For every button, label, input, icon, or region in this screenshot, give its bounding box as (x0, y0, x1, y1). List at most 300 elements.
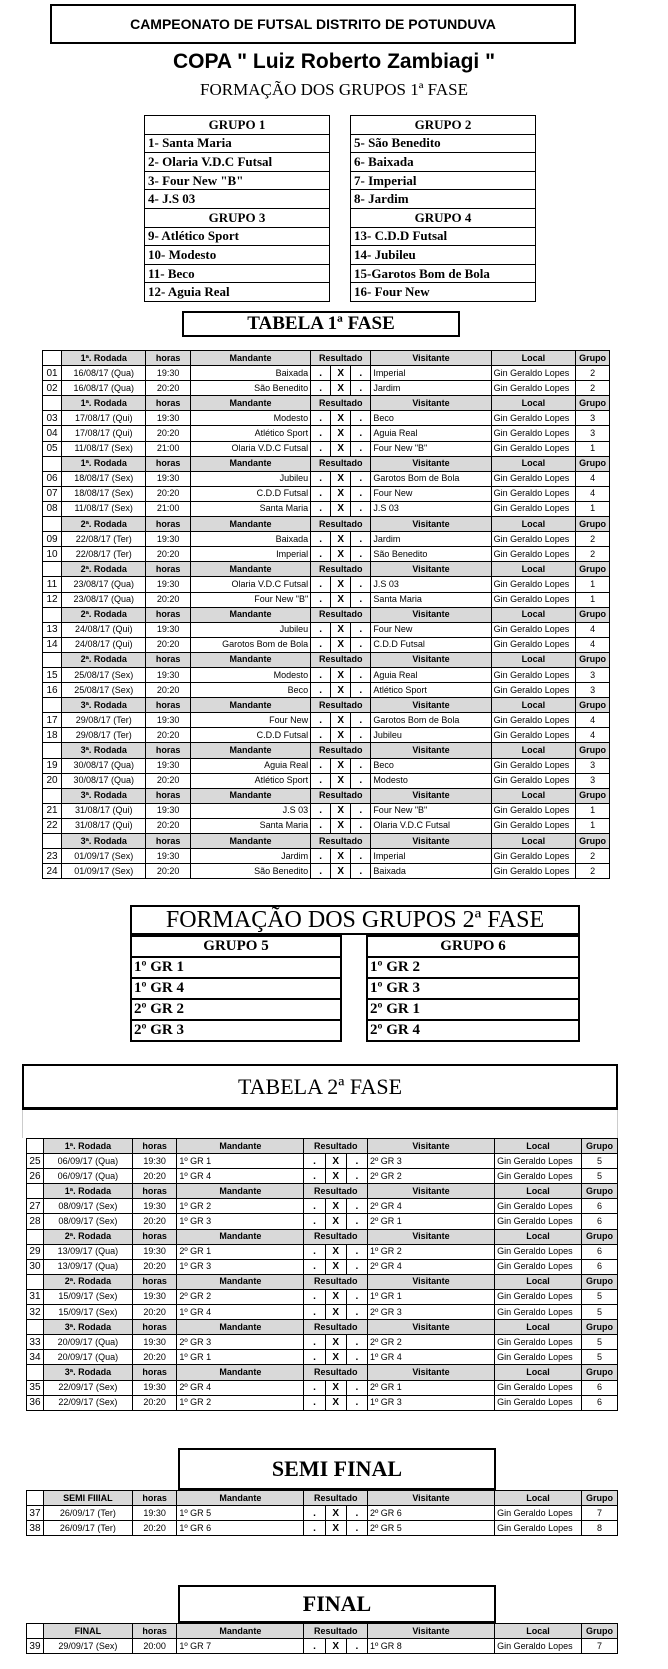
game-time: 19:30 (146, 758, 190, 773)
game-away-team: 1º GR 1 (367, 1289, 494, 1304)
semifinal-table (26, 1490, 618, 1536)
game-local: Gin Geraldo Lopes (495, 1244, 582, 1259)
header-mandante: Mandante (190, 456, 310, 471)
score-separator: X (325, 1305, 346, 1320)
header-blank (43, 698, 62, 713)
game-group: 5 (581, 1289, 617, 1304)
game-away-team: Modesto (371, 773, 491, 788)
game-group: 1 (576, 803, 610, 818)
game-date: 18/08/17 (Sex) (62, 471, 146, 486)
game-number: 13 (43, 622, 62, 637)
group-team: 14- Jubileu (351, 246, 536, 265)
game-date: 30/08/17 (Qua) (62, 758, 146, 773)
header-rodada: 3ª. Rodada (62, 834, 146, 849)
game-row (27, 1259, 618, 1274)
score-separator: X (331, 864, 351, 879)
game-row (43, 426, 610, 441)
header-visitante: Visitante (371, 788, 491, 803)
game-time: 20:20 (146, 818, 190, 833)
header-grupo: Grupo (581, 1365, 617, 1380)
header-visitante: Visitante (367, 1184, 494, 1199)
game-home-team: Four New (190, 713, 310, 728)
group6-table (366, 935, 580, 1042)
header-local: Local (491, 743, 575, 758)
game-group: 4 (576, 713, 610, 728)
game-group: 6 (581, 1259, 617, 1274)
score-separator: X (331, 486, 351, 501)
header-resultado: Resultado (304, 1320, 368, 1335)
game-group: 2 (576, 864, 610, 879)
game-home-team: Santa Maria (190, 501, 310, 516)
home-score: . (304, 1154, 325, 1169)
game-time: 20:20 (146, 426, 190, 441)
game-row (27, 1395, 618, 1410)
game-local: Gin Geraldo Lopes (491, 592, 575, 607)
game-time: 20:20 (132, 1305, 176, 1320)
header-mandante: Mandante (177, 1320, 304, 1335)
away-score: . (351, 849, 371, 864)
header-resultado: Resultado (311, 788, 371, 803)
header-horas: horas (132, 1491, 176, 1506)
away-score: . (351, 683, 371, 698)
header-resultado: Resultado (304, 1229, 368, 1244)
score-separator: X (325, 1380, 346, 1395)
header-grupo: Grupo (576, 607, 610, 622)
game-away-team: Jubileu (371, 728, 491, 743)
game-date: 13/09/17 (Qua) (43, 1259, 132, 1274)
game-home-team: São Benedito (190, 864, 310, 879)
header-grupo: Grupo (576, 517, 610, 532)
game-date: 17/08/17 (Qui) (62, 426, 146, 441)
home-score: . (311, 577, 331, 592)
game-group: 3 (576, 758, 610, 773)
game-date: 22/09/17 (Sex) (43, 1395, 132, 1410)
home-score: . (304, 1506, 325, 1521)
game-number: 07 (43, 486, 62, 501)
game-number: 37 (27, 1506, 44, 1521)
home-score: . (311, 818, 331, 833)
game-home-team: 1º GR 1 (177, 1350, 304, 1365)
game-time: 21:00 (146, 441, 190, 456)
header-grupo: Grupo (576, 562, 610, 577)
header-resultado: Resultado (311, 517, 371, 532)
game-date: 26/09/17 (Ter) (43, 1506, 132, 1521)
header-resultado: Resultado (311, 396, 371, 411)
game-local: Gin Geraldo Lopes (491, 486, 575, 501)
game-date: 30/08/17 (Qua) (62, 773, 146, 788)
home-score: . (304, 1199, 325, 1214)
game-local: Gin Geraldo Lopes (491, 411, 575, 426)
header-rodada: 2ª. Rodada (62, 517, 146, 532)
group-team: 2º GR 3 (131, 1020, 341, 1041)
game-number: 16 (43, 683, 62, 698)
game-group: 7 (581, 1639, 617, 1654)
group-header-row (351, 208, 536, 227)
header-resultado: Resultado (311, 834, 371, 849)
game-home-team: 1º GR 2 (177, 1395, 304, 1410)
group-team: 1º GR 1 (131, 957, 341, 978)
header-local: Local (491, 698, 575, 713)
header-local: Local (495, 1365, 582, 1380)
game-date: 23/08/17 (Qua) (62, 592, 146, 607)
home-score: . (311, 471, 331, 486)
header-rodada: 3ª. Rodada (62, 743, 146, 758)
game-number: 31 (27, 1289, 44, 1304)
score-separator: X (331, 667, 351, 682)
game-local: Gin Geraldo Lopes (495, 1639, 582, 1654)
home-score: . (311, 426, 331, 441)
score-separator: X (331, 501, 351, 516)
schedule-header-row (27, 1184, 618, 1199)
header-visitante: Visitante (371, 562, 491, 577)
header-local: Local (491, 788, 575, 803)
score-separator: X (325, 1154, 346, 1169)
header-mandante: Mandante (190, 834, 310, 849)
game-away-team: 2º GR 4 (367, 1199, 494, 1214)
game-away-team: Santa Maria (371, 592, 491, 607)
game-time: 19:30 (146, 366, 190, 381)
group-team-row (131, 957, 341, 978)
game-away-team: 1º GR 8 (367, 1639, 494, 1654)
header-local: Local (495, 1139, 582, 1154)
header-horas: horas (146, 788, 190, 803)
header-visitante: Visitante (367, 1229, 494, 1244)
group-team: 13- C.D.D Futsal (351, 227, 536, 246)
away-score: . (351, 592, 371, 607)
game-home-team: Garotos Bom de Bola (190, 637, 310, 652)
game-home-team: Atlético Sport (190, 426, 310, 441)
home-score: . (311, 728, 331, 743)
game-away-team: 2º GR 6 (367, 1506, 494, 1521)
game-number: 38 (27, 1521, 44, 1536)
game-number: 20 (43, 773, 62, 788)
group-team-row (367, 957, 579, 978)
score-separator: X (325, 1395, 346, 1410)
game-row (43, 818, 610, 833)
group-header-row (131, 936, 341, 957)
game-number: 29 (27, 1244, 44, 1259)
group-title: GRUPO 4 (351, 208, 536, 227)
away-score: . (346, 1506, 367, 1521)
away-score: . (351, 803, 371, 818)
group-title: GRUPO 5 (131, 936, 341, 957)
game-away-team: São Benedito (371, 547, 491, 562)
game-number: 14 (43, 637, 62, 652)
game-away-team: Olaria V.D.C Futsal (371, 818, 491, 833)
game-group: 6 (581, 1199, 617, 1214)
game-home-team: 1º GR 4 (177, 1305, 304, 1320)
header-visitante: Visitante (367, 1491, 494, 1506)
game-number: 34 (27, 1350, 44, 1365)
phase2-schedule-table (26, 1138, 618, 1411)
game-away-team: Garotos Bom de Bola (371, 713, 491, 728)
header-horas: horas (132, 1624, 176, 1639)
header-horas: horas (146, 396, 190, 411)
away-score: . (346, 1154, 367, 1169)
game-home-team: Modesto (190, 411, 310, 426)
header-grupo: Grupo (581, 1139, 617, 1154)
home-score: . (304, 1521, 325, 1536)
game-date: 18/08/17 (Sex) (62, 486, 146, 501)
away-score: . (351, 501, 371, 516)
game-number: 27 (27, 1199, 44, 1214)
game-home-team: 2º GR 3 (177, 1335, 304, 1350)
game-local: Gin Geraldo Lopes (491, 803, 575, 818)
header-mandante: Mandante (190, 652, 310, 667)
game-away-team: 1º GR 3 (367, 1395, 494, 1410)
game-row (43, 471, 610, 486)
away-score: . (351, 381, 371, 396)
game-time: 19:30 (146, 532, 190, 547)
group-title: GRUPO 2 (351, 116, 536, 135)
header-rodada: 3ª. Rodada (43, 1365, 132, 1380)
game-home-team: 1º GR 3 (177, 1214, 304, 1229)
group-team-row (351, 283, 536, 302)
game-away-team: 2º GR 5 (367, 1521, 494, 1536)
schedule-header-row (27, 1320, 618, 1335)
header-rodada: 1ª. Rodada (62, 456, 146, 471)
header-blank (43, 607, 62, 622)
game-group: 7 (581, 1506, 617, 1521)
game-date: 08/09/17 (Sex) (43, 1199, 132, 1214)
header-mandante: Mandante (177, 1184, 304, 1199)
header-resultado: Resultado (304, 1139, 368, 1154)
header-blank (43, 788, 62, 803)
away-score: . (346, 1335, 367, 1350)
game-group: 5 (581, 1350, 617, 1365)
score-separator: X (325, 1521, 346, 1536)
game-date: 01/09/17 (Sex) (62, 849, 146, 864)
phase2-title-spacer (22, 1110, 618, 1138)
away-score: . (351, 713, 371, 728)
header-visitante: Visitante (367, 1139, 494, 1154)
game-local: Gin Geraldo Lopes (491, 547, 575, 562)
game-time: 19:30 (132, 1199, 176, 1214)
game-home-team: C.D.D Futsal (190, 486, 310, 501)
game-number: 39 (27, 1639, 44, 1654)
group-team: 7- Imperial (351, 171, 536, 190)
header-horas: horas (146, 562, 190, 577)
game-time: 20:20 (146, 728, 190, 743)
game-time: 19:30 (146, 849, 190, 864)
header-local: Local (495, 1274, 582, 1289)
header-grupo: Grupo (581, 1274, 617, 1289)
home-score: . (311, 381, 331, 396)
group-header-row (145, 208, 330, 227)
game-number: 04 (43, 426, 62, 441)
group-team-row (351, 190, 536, 209)
header-rodada: SEMI FIIIAL (43, 1491, 132, 1506)
groups-table-right (350, 115, 536, 302)
header-rodada: 1ª. Rodada (62, 351, 146, 366)
home-score: . (304, 1289, 325, 1304)
header-local: Local (495, 1491, 582, 1506)
game-date: 20/09/17 (Qua) (43, 1350, 132, 1365)
game-number: 36 (27, 1395, 44, 1410)
game-local: Gin Geraldo Lopes (491, 441, 575, 456)
game-number: 15 (43, 667, 62, 682)
game-row (43, 411, 610, 426)
header-resultado: Resultado (304, 1624, 368, 1639)
score-separator: X (331, 622, 351, 637)
game-local: Gin Geraldo Lopes (495, 1395, 582, 1410)
header-horas: horas (146, 834, 190, 849)
header-rodada: 2ª. Rodada (62, 652, 146, 667)
game-local: Gin Geraldo Lopes (495, 1214, 582, 1229)
group-team: 3- Four New "B" (145, 171, 330, 190)
away-score: . (351, 622, 371, 637)
game-number: 28 (27, 1214, 44, 1229)
game-date: 15/09/17 (Sex) (43, 1305, 132, 1320)
header-horas: horas (146, 517, 190, 532)
game-time: 20:20 (146, 381, 190, 396)
game-local: Gin Geraldo Lopes (495, 1521, 582, 1536)
group-team-row (367, 1020, 579, 1041)
header-local: Local (491, 396, 575, 411)
game-number: 33 (27, 1335, 44, 1350)
home-score: . (311, 366, 331, 381)
game-group: 6 (581, 1380, 617, 1395)
group-team-row (145, 153, 330, 172)
game-group: 5 (581, 1335, 617, 1350)
game-time: 19:30 (146, 411, 190, 426)
game-group: 2 (576, 381, 610, 396)
score-separator: X (325, 1289, 346, 1304)
semifinal-title: SEMI FINAL (178, 1448, 496, 1490)
home-score: . (304, 1169, 325, 1184)
game-away-team: J.S 03 (371, 501, 491, 516)
game-group: 1 (576, 818, 610, 833)
game-time: 19:30 (132, 1380, 176, 1395)
home-score: . (304, 1395, 325, 1410)
schedule-header-row (27, 1491, 618, 1506)
score-separator: X (325, 1639, 346, 1654)
game-date: 29/08/17 (Ter) (62, 713, 146, 728)
game-group: 4 (576, 637, 610, 652)
header-visitante: Visitante (367, 1320, 494, 1335)
game-group: 4 (576, 471, 610, 486)
away-score: . (351, 532, 371, 547)
game-home-team: Imperial (190, 547, 310, 562)
game-row (43, 532, 610, 547)
game-group: 1 (576, 592, 610, 607)
game-away-team: Four New "B" (371, 441, 491, 456)
game-date: 26/09/17 (Ter) (43, 1521, 132, 1536)
header-mandante: Mandante (190, 396, 310, 411)
game-number: 01 (43, 366, 62, 381)
header-horas: horas (132, 1229, 176, 1244)
game-time: 19:30 (146, 577, 190, 592)
group-header-row (367, 936, 579, 957)
header-blank (27, 1139, 44, 1154)
game-row (43, 486, 610, 501)
group-team: 2º GR 2 (131, 999, 341, 1020)
schedule-header-row (27, 1365, 618, 1380)
game-date: 06/09/17 (Qua) (43, 1154, 132, 1169)
game-group: 3 (576, 667, 610, 682)
game-group: 3 (576, 411, 610, 426)
away-score: . (346, 1395, 367, 1410)
game-home-team: Olaria V.D.C Futsal (190, 441, 310, 456)
header-rodada: 3ª. Rodada (62, 788, 146, 803)
game-home-team: Four New "B" (190, 592, 310, 607)
home-score: . (311, 773, 331, 788)
game-away-team: Beco (371, 758, 491, 773)
away-score: . (351, 667, 371, 682)
schedule-header-row (43, 351, 610, 366)
header-visitante: Visitante (371, 607, 491, 622)
header-local: Local (495, 1184, 582, 1199)
game-number: 18 (43, 728, 62, 743)
game-time: 19:30 (146, 622, 190, 637)
game-group: 4 (576, 728, 610, 743)
away-score: . (351, 773, 371, 788)
header-grupo: Grupo (581, 1320, 617, 1335)
game-home-team: C.D.D Futsal (190, 728, 310, 743)
score-separator: X (331, 728, 351, 743)
cup-title: COPA " Luiz Roberto Zambiagi " (172, 50, 496, 73)
away-score: . (351, 411, 371, 426)
game-number: 10 (43, 547, 62, 562)
header-rodada: 1ª. Rodada (43, 1139, 132, 1154)
header-resultado: Resultado (304, 1365, 368, 1380)
group-team-row (145, 246, 330, 265)
game-away-team: Baixada (371, 864, 491, 879)
header-grupo: Grupo (576, 834, 610, 849)
header-visitante: Visitante (371, 652, 491, 667)
game-home-team: 1º GR 3 (177, 1259, 304, 1274)
away-score: . (351, 637, 371, 652)
score-separator: X (331, 366, 351, 381)
group-team: 15-Garotos Bom de Bola (351, 264, 536, 283)
game-home-team: 1º GR 6 (177, 1521, 304, 1536)
group-team: 2- Olaria V.D.C Futsal (145, 153, 330, 172)
score-separator: X (331, 411, 351, 426)
game-row (43, 381, 610, 396)
game-group: 5 (581, 1154, 617, 1169)
game-date: 29/08/17 (Ter) (62, 728, 146, 743)
game-time: 20:00 (132, 1639, 176, 1654)
groups-table-left (144, 115, 330, 302)
group-team: 11- Beco (145, 264, 330, 283)
header-grupo: Grupo (576, 351, 610, 366)
header-resultado: Resultado (311, 698, 371, 713)
game-away-team: Imperial (371, 849, 491, 864)
header-local: Local (491, 607, 575, 622)
header-grupo: Grupo (581, 1491, 617, 1506)
game-date: 17/08/17 (Qui) (62, 411, 146, 426)
game-local: Gin Geraldo Lopes (491, 773, 575, 788)
header-local: Local (491, 562, 575, 577)
schedule-header-row (43, 562, 610, 577)
game-group: 3 (576, 773, 610, 788)
away-score: . (351, 486, 371, 501)
group-team: 5- São Benedito (351, 134, 536, 153)
header-rodada: 2ª. Rodada (43, 1274, 132, 1289)
group-team-row (145, 264, 330, 283)
game-row (43, 713, 610, 728)
game-local: Gin Geraldo Lopes (491, 713, 575, 728)
score-separator: X (325, 1169, 346, 1184)
game-away-team: Four New (371, 622, 491, 637)
header-horas: horas (146, 743, 190, 758)
header-grupo: Grupo (576, 456, 610, 471)
game-away-team: Beco (371, 411, 491, 426)
score-separator: X (331, 773, 351, 788)
game-local: Gin Geraldo Lopes (491, 849, 575, 864)
schedule-header-row (43, 607, 610, 622)
game-away-team: C.D.D Futsal (371, 637, 491, 652)
